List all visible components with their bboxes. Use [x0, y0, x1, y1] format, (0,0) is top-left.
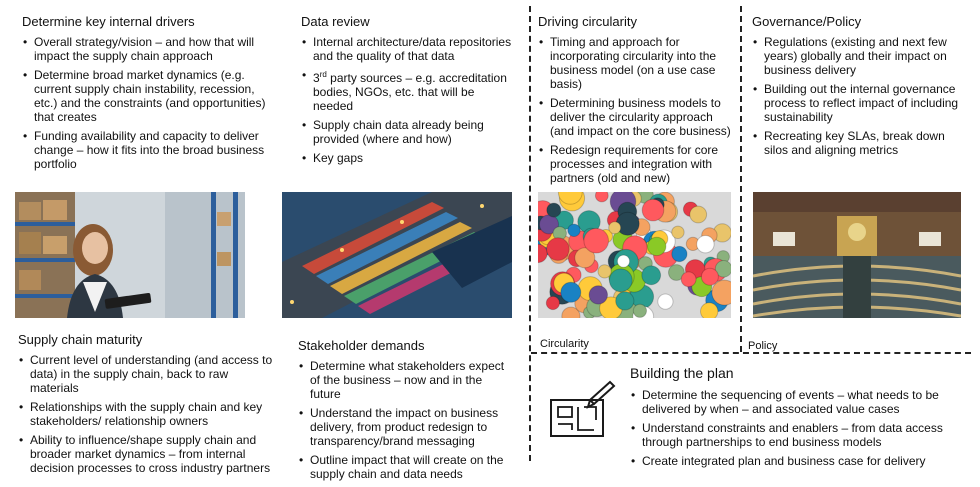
list-item: • 3rd party sources – e.g. accreditation bodies, NGOs, etc. that will be needed	[301, 68, 516, 113]
section-driving-circularity	[538, 14, 734, 190]
section-title: Data review	[301, 14, 370, 29]
assembly-hall-photo	[753, 192, 961, 318]
policy-caption: Policy	[748, 340, 778, 352]
list-item: • Timing and approach for incorporating circularity into the business model (on a use case basis)	[538, 35, 734, 91]
blueprint-pencil-icon	[548, 380, 616, 440]
list-item: • Overall strategy/vision – and how that will impact the supply chain approach	[22, 35, 272, 63]
list-item: • Determine what stakeholders expect of the business – now and in the future	[298, 359, 508, 401]
list-item: • Outline impact that will create on the supply chain and data needs	[298, 453, 508, 481]
list-item: • Determine the sequencing of events – what needs to be delivered by when – and associated value cases	[630, 388, 960, 416]
list-item: • Regulations (existing and next few years) globally and their impact on business delivery	[752, 35, 967, 77]
section-title: Governance/Policy	[752, 14, 862, 29]
section-data-review	[301, 14, 516, 170]
section-title: Driving circularity	[538, 14, 637, 29]
container-port-photo	[282, 192, 512, 318]
section-supply-chain-maturity	[18, 332, 276, 480]
divider-left	[529, 6, 531, 461]
section-governance-policy	[752, 14, 967, 162]
list-item: • Funding availability and capacity to deliver change – how it fits into the broad business portfolio	[22, 129, 272, 171]
list-item: • Determine broad market dynamics (e.g. current supply chain instability, recession, etc.) and the constraints (and opportunities) that creates	[22, 68, 272, 124]
list-item: • Current level of understanding (and access to data) in the supply chain, back to raw materials	[18, 353, 276, 395]
section-internal-drivers	[22, 14, 272, 176]
list-item: • Supply chain data already being provided (where and how)	[301, 118, 516, 146]
list-item: • Ability to influence/shape supply chain and broader market dynamics – from internal decision processes to cross industry partners	[18, 433, 276, 475]
warehouse-worker-photo	[15, 192, 245, 318]
list-item: • Understand the impact on business delivery, from product redesign to transparency/brand messaging	[298, 406, 508, 448]
section-building-the-plan	[630, 364, 960, 473]
list-item: • Create integrated plan and business case for delivery	[630, 454, 960, 468]
section-title: Determine key internal drivers	[22, 14, 195, 29]
section-title: Building the plan	[630, 365, 734, 381]
list-item: • Relationships with the supply chain and key stakeholders/ relationship owners	[18, 400, 276, 428]
list-item: • Building out the internal governance process to reflect impact of including sustainability	[752, 82, 967, 124]
list-item: • Recreating key SLAs, break down silos and aligning metrics	[752, 129, 967, 157]
section-stakeholder-demands	[298, 338, 508, 486]
section-title: Supply chain maturity	[18, 332, 143, 347]
circularity-caption: Circularity	[540, 338, 589, 350]
divider-right	[740, 6, 742, 352]
list-item: • Internal architecture/data repositories and the quality of that data	[301, 35, 516, 63]
list-item: • Key gaps	[301, 151, 516, 165]
list-item: • Understand constraints and enablers – from data access through partnerships to end business models	[630, 421, 960, 449]
section-title: Stakeholder demands	[298, 338, 425, 353]
list-item: • Redesign requirements for core processes and integration with partners (old and new)	[538, 143, 734, 185]
divider-horizontal	[531, 352, 971, 354]
bottle-caps-photo	[538, 192, 731, 318]
list-item: • Determining business models to deliver the circularity approach (and impact on the core business)	[538, 96, 734, 138]
